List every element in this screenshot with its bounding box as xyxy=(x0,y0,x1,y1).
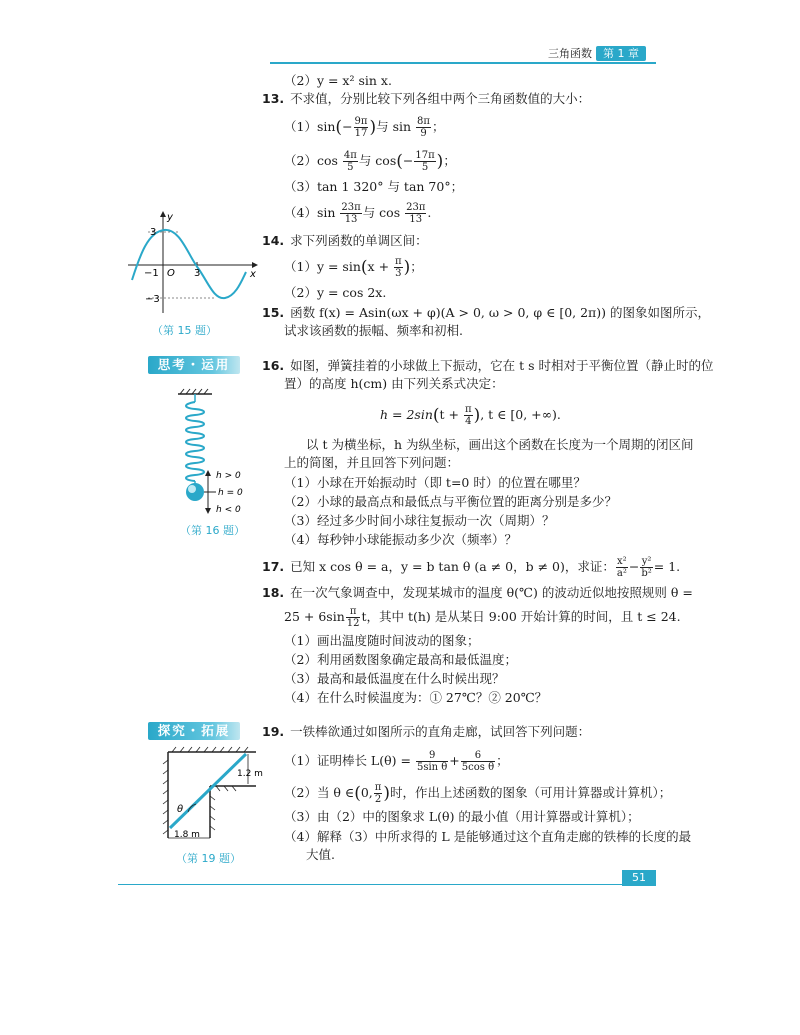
q13-item2: （2）cos $\frac{4\pi}{5}$ 与 cos(− $\frac{17\pi}{5}$ )； xyxy=(284,150,456,173)
q13-stem-text: 不求值，分别比较下列各组中两个三角函数值的大小： xyxy=(290,91,591,106)
figure-15-caption: （第 15 题） xyxy=(152,324,217,337)
fig19-theta-label: θ xyxy=(177,804,184,815)
fig16-hneg-label: h < 0 xyxy=(216,505,241,515)
q13-i2-mid: 与 cos xyxy=(358,153,397,168)
q17-pre: 已知 x cos θ = a，y = b tan θ (a ≠ 0，b ≠ 0)，求证： xyxy=(290,559,615,574)
q18-item1: （1）画出温度随时间波动的图象； xyxy=(284,633,480,648)
footer-rule xyxy=(118,884,656,885)
fig15-x3-label: 3 xyxy=(194,268,201,279)
q16-line2: 置）的高度 h(cm) 由下列关系式决定： xyxy=(284,376,504,391)
fig15-ymax-label: 3 xyxy=(150,227,157,238)
q16-line3: 以 t 为横坐标，h 为纵坐标，画出这个函数在长度为一个周期的闭区间 xyxy=(306,437,694,452)
q17-frac2: $\frac{\text{y²}}{\text{b²}}$ xyxy=(641,556,652,579)
q13-i1-frac2: $\frac{8\pi}{9}$ xyxy=(417,116,430,139)
corridor-walls xyxy=(168,752,256,838)
q16-item1: （1）小球在开始振动时（即 t=0 时）的位置在哪里？ xyxy=(284,475,586,490)
fig16-hpos-label: h > 0 xyxy=(216,471,241,481)
header-chapter: 第 1 章 xyxy=(596,46,646,61)
q19-i1-frac2: $\frac{6}{\text{5cos θ}}$ xyxy=(461,750,495,773)
q14-stem-text: 求下列函数的单调区间： xyxy=(290,233,428,248)
q16-line1 xyxy=(262,357,714,375)
figure-19-caption: （第 19 题） xyxy=(176,852,241,865)
q16-line4: 上的简图，并且回答下列问题： xyxy=(284,455,460,470)
figure-19-corridor xyxy=(150,746,265,846)
q18-item2: （2）利用函数图象确定最高和最低温度； xyxy=(284,652,517,667)
q16-item3: （3）经过多少时间小球往复振动一次（周期）？ xyxy=(284,513,555,528)
figure-15-sine-graph xyxy=(120,210,260,320)
y-axis-arrow xyxy=(160,211,166,217)
fig19-height-label: 1.8 m xyxy=(174,830,200,840)
q15-line1 xyxy=(262,304,710,322)
x-axis-arrow xyxy=(252,262,258,268)
q14-item1: （1）y = sin(x + $\frac{\pi}{3}$ )； xyxy=(284,256,423,279)
q13-item1: （1）sin(− $\frac{9\pi}{17}$ )与 sin $\frac{8\pi}{9}$ ； xyxy=(284,116,445,139)
q14-stem xyxy=(262,232,428,250)
q19-i2-frac: $\frac{\pi}{2}$ xyxy=(374,782,382,805)
fig15-ymin-label: −3 xyxy=(145,294,160,305)
q19-item1: （1）证明棒长 L(θ) = $\frac{9}{\text{5sin θ}}$ + $\frac{6}{\text{5cos θ}}$ ； xyxy=(284,750,509,773)
q19-item4-line1: （4）解释（3）中所求得的 L 是能够通过这个直角走廊的铁棒的长度的最 xyxy=(284,829,692,844)
q19-i1-frac1: $\frac{9}{\text{5sin θ}}$ xyxy=(416,750,448,773)
q18-line1 xyxy=(262,584,693,602)
q18-line2-pre: 25 + 6sin xyxy=(284,609,345,624)
fig15-xneg-label: −1 xyxy=(144,268,159,279)
sine-curve xyxy=(132,230,246,298)
ball xyxy=(186,483,204,501)
q19-stem-text: 一铁棒欲通过如图所示的直角走廊，试回答下列问题： xyxy=(290,724,591,739)
q17-frac1: $\frac{\text{x²}}{\text{a²}}$ xyxy=(616,556,627,579)
q19-i1-pre: （1）证明棒长 L(θ) = xyxy=(284,753,411,768)
q14-i1-frac: $\frac{\pi}{3}$ xyxy=(395,256,402,279)
q13-i1-pre: （1）sin xyxy=(284,119,336,134)
q16-item4: （4）每秒钟小球能振动多少次（频率）？ xyxy=(284,532,517,547)
header-rule xyxy=(270,62,656,64)
q19-number: 19. xyxy=(262,724,285,739)
q19-item2: （2）当 θ ∈(0, $\frac{\pi}{2}$ )时，作出上述函数的图象（可用计算器或计算机）； xyxy=(284,782,672,805)
fig15-origin-label: O xyxy=(167,268,175,279)
q18-item4: （4）在什么时候温度为：① 27℃？② 20℃？ xyxy=(284,690,548,705)
q15-line2: 试求该函数的振幅、频率和初相. xyxy=(284,323,463,338)
q13-i4-frac1: $\frac{23\pi}{13}$ xyxy=(341,202,361,225)
q13-item4: （4）sin $\frac{23\pi}{13}$ 与 cos $\frac{23\pi}{13}$ . xyxy=(284,202,432,225)
q14-i1-pre: （1）y = sin xyxy=(284,259,361,274)
q16-item2: （2）小球的最高点和最低点与平衡位置的距离分别是多少？ xyxy=(284,494,617,509)
q17-number: 17. xyxy=(262,559,285,574)
fig19-width-label: 1.2 m xyxy=(237,769,263,779)
iron-rod xyxy=(170,754,246,828)
section-banner-think-apply: 思考・运用 xyxy=(148,356,240,374)
page-number: 51 xyxy=(622,870,656,886)
q19-stem xyxy=(262,723,590,741)
q18-frac: $\frac{\pi}{12}$ xyxy=(346,606,360,629)
q18-line2: 25 + 6sin $\frac{\pi}{12}$ t，其中 t(h) 是从某日 9:00 开始计算的时间，且 t ≤ 24. xyxy=(284,606,681,629)
q14-number: 14. xyxy=(262,233,285,248)
figure-16-caption: （第 16 题） xyxy=(180,524,245,537)
q13-i1-mid: 与 sin xyxy=(376,119,412,134)
ball-highlight xyxy=(188,485,196,493)
h-axis-down-arrow xyxy=(205,508,211,514)
q13-i4-pre: （4）sin xyxy=(284,205,336,220)
q13-number: 13. xyxy=(262,91,285,106)
q16-formula-frac: $\frac{\pi}{4}$ xyxy=(465,404,472,427)
q12-item2: （2）y = x² sin x. xyxy=(284,73,392,88)
q19-item3: （3）由（2）中的图象求 L(θ) 的最小值（用计算器或计算机）； xyxy=(284,809,640,824)
section-banner-explore-extend: 探究・拓展 xyxy=(148,722,240,740)
q13-i2-frac2: $\frac{17\pi}{5}$ xyxy=(415,150,435,173)
q15-number: 15. xyxy=(262,305,285,320)
fig16-hzero-label: h = 0 xyxy=(218,488,243,498)
q15-line1-text: 函数 f(x) = Asin(ωx + φ)(A > 0, ω > 0, φ ∈ [0, 2π)) 的图象如图所示， xyxy=(290,305,710,320)
q13-i2-frac1: $\frac{4\pi}{5}$ xyxy=(343,150,357,173)
figure-16-spring xyxy=(150,388,260,518)
q13-i1-frac1: $\frac{9\pi}{17}$ xyxy=(354,116,368,139)
q13-item3: （3）tan 1 320° 与 tan 70°； xyxy=(284,179,464,194)
fig15-x-label: x xyxy=(250,269,256,280)
q13-i2-pre: （2）cos xyxy=(284,153,338,168)
q14-item2: （2）y = cos 2x. xyxy=(284,285,387,300)
q19-i2-pre: （2）当 θ ∈ xyxy=(284,785,355,800)
fig15-y-label: y xyxy=(167,212,173,223)
q13-i4-mid: 与 cos xyxy=(362,205,401,220)
q13-i4-frac2: $\frac{23\pi}{13}$ xyxy=(406,202,426,225)
q18-number: 18. xyxy=(262,585,285,600)
q17: 17. 已知 x cos θ = a，y = b tan θ (a ≠ 0，b ≠ 0)，求证： $\frac{\text{x²}}{\text{a²}}$ − $\frac{\text{y²}}{\text{b²}}$ = 1. xyxy=(262,556,681,579)
q16-line1-text: 如图，弹簧挂着的小球做上下振动，它在 t s 时相对于平衡位置（静止时的位 xyxy=(290,358,714,373)
h-axis-up-arrow xyxy=(205,470,211,476)
q13-stem xyxy=(262,90,590,108)
q16-formula-pre: h = 2sin xyxy=(380,407,433,422)
q16-number: 16. xyxy=(262,358,285,373)
q18-item3: （3）最高和最低温度在什么时候出现？ xyxy=(284,671,505,686)
q18-line1-text: 在一次气象调查中，发现某城市的温度 θ(℃) 的波动近似地按照规则 θ = xyxy=(290,585,693,600)
q16-formula: h = 2sin(t + $\frac{\pi}{4}$ ), t ∈ [0, +∞). xyxy=(380,404,561,427)
header-title: 三角函数 xyxy=(548,47,592,60)
q19-item4-line2: 大值. xyxy=(306,847,335,862)
spring-coil xyxy=(186,402,204,481)
